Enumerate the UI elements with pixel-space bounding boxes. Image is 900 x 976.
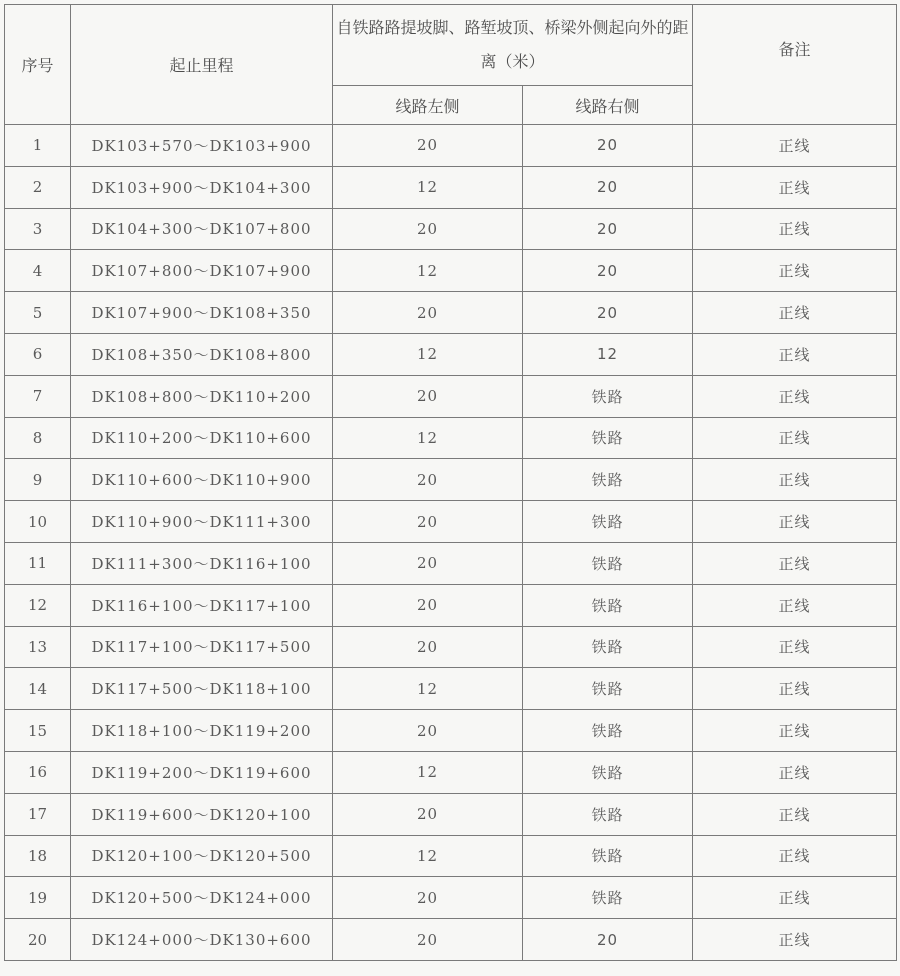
cell-right-distance: 铁路 bbox=[523, 459, 693, 501]
cell-note: 正线 bbox=[693, 375, 897, 417]
cell-note: 正线 bbox=[693, 459, 897, 501]
cell-left-distance: 20 bbox=[333, 877, 523, 919]
cell-left-distance: 12 bbox=[333, 333, 523, 375]
cell-note: 正线 bbox=[693, 668, 897, 710]
cell-seq: 5 bbox=[5, 292, 71, 334]
cell-seq: 16 bbox=[5, 751, 71, 793]
cell-range: DK110+600～DK110+900 bbox=[71, 459, 333, 501]
cell-note: 正线 bbox=[693, 710, 897, 752]
cell-seq: 8 bbox=[5, 417, 71, 459]
table-row bbox=[5, 919, 897, 961]
cell-right-distance: 铁路 bbox=[523, 542, 693, 584]
cell-range: DK103+900～DK104+300 bbox=[71, 166, 333, 208]
cell-note: 正线 bbox=[693, 501, 897, 543]
cell-left-distance: 12 bbox=[333, 751, 523, 793]
cell-right-distance: 铁路 bbox=[523, 751, 693, 793]
cell-left-distance: 20 bbox=[333, 542, 523, 584]
cell-range: DK110+900～DK111+300 bbox=[71, 501, 333, 543]
table-row bbox=[5, 626, 897, 668]
cell-left-distance: 20 bbox=[333, 375, 523, 417]
cell-note: 正线 bbox=[693, 877, 897, 919]
cell-note: 正线 bbox=[693, 793, 897, 835]
cell-right-distance: 铁路 bbox=[523, 584, 693, 626]
cell-range: DK119+200～DK119+600 bbox=[71, 751, 333, 793]
cell-note: 正线 bbox=[693, 626, 897, 668]
table-row bbox=[5, 417, 897, 459]
cell-range: DK117+500～DK118+100 bbox=[71, 668, 333, 710]
cell-seq: 9 bbox=[5, 459, 71, 501]
cell-right-distance: 20 bbox=[523, 250, 693, 292]
cell-left-distance: 12 bbox=[333, 250, 523, 292]
table-row bbox=[5, 542, 897, 584]
table-row bbox=[5, 459, 897, 501]
cell-note: 正线 bbox=[693, 333, 897, 375]
cell-left-distance: 12 bbox=[333, 668, 523, 710]
cell-seq: 1 bbox=[5, 125, 71, 167]
cell-range: DK111+300～DK116+100 bbox=[71, 542, 333, 584]
cell-seq: 7 bbox=[5, 375, 71, 417]
table-body bbox=[5, 125, 897, 961]
cell-range: DK118+100～DK119+200 bbox=[71, 710, 333, 752]
cell-right-distance: 20 bbox=[523, 292, 693, 334]
cell-left-distance: 12 bbox=[333, 417, 523, 459]
header-right-side: 线路右侧 bbox=[523, 86, 693, 125]
cell-note: 正线 bbox=[693, 250, 897, 292]
cell-left-distance: 20 bbox=[333, 459, 523, 501]
cell-note: 正线 bbox=[693, 292, 897, 334]
cell-left-distance: 20 bbox=[333, 125, 523, 167]
cell-range: DK124+000～DK130+600 bbox=[71, 919, 333, 961]
cell-note: 正线 bbox=[693, 835, 897, 877]
table-row bbox=[5, 125, 897, 167]
cell-note: 正线 bbox=[693, 584, 897, 626]
cell-left-distance: 20 bbox=[333, 208, 523, 250]
header-seq: 序号 bbox=[5, 5, 71, 125]
cell-note: 正线 bbox=[693, 751, 897, 793]
table-row bbox=[5, 333, 897, 375]
cell-right-distance: 铁路 bbox=[523, 375, 693, 417]
table-row bbox=[5, 375, 897, 417]
cell-range: DK103+570～DK103+900 bbox=[71, 125, 333, 167]
cell-range: DK108+800～DK110+200 bbox=[71, 375, 333, 417]
cell-seq: 3 bbox=[5, 208, 71, 250]
cell-seq: 18 bbox=[5, 835, 71, 877]
table-row bbox=[5, 668, 897, 710]
header-left-side: 线路左侧 bbox=[333, 86, 523, 125]
cell-seq: 11 bbox=[5, 542, 71, 584]
table-row bbox=[5, 835, 897, 877]
table-row bbox=[5, 793, 897, 835]
table-row bbox=[5, 208, 897, 250]
cell-seq: 15 bbox=[5, 710, 71, 752]
table-row bbox=[5, 710, 897, 752]
cell-left-distance: 12 bbox=[333, 166, 523, 208]
cell-right-distance: 铁路 bbox=[523, 835, 693, 877]
cell-right-distance: 20 bbox=[523, 208, 693, 250]
cell-right-distance: 铁路 bbox=[523, 668, 693, 710]
cell-note: 正线 bbox=[693, 166, 897, 208]
cell-seq: 12 bbox=[5, 584, 71, 626]
table-row bbox=[5, 166, 897, 208]
cell-range: DK110+200～DK110+600 bbox=[71, 417, 333, 459]
cell-right-distance: 20 bbox=[523, 125, 693, 167]
cell-left-distance: 20 bbox=[333, 292, 523, 334]
cell-right-distance: 铁路 bbox=[523, 417, 693, 459]
cell-range: DK108+350～DK108+800 bbox=[71, 333, 333, 375]
cell-right-distance: 铁路 bbox=[523, 877, 693, 919]
cell-note: 正线 bbox=[693, 417, 897, 459]
table-row bbox=[5, 584, 897, 626]
cell-range: DK117+100～DK117+500 bbox=[71, 626, 333, 668]
cell-range: DK116+100～DK117+100 bbox=[71, 584, 333, 626]
cell-left-distance: 20 bbox=[333, 501, 523, 543]
cell-range: DK107+800～DK107+900 bbox=[71, 250, 333, 292]
cell-range: DK120+500～DK124+000 bbox=[71, 877, 333, 919]
table-row bbox=[5, 751, 897, 793]
cell-left-distance: 20 bbox=[333, 584, 523, 626]
cell-seq: 19 bbox=[5, 877, 71, 919]
cell-seq: 4 bbox=[5, 250, 71, 292]
header-distance: 自铁路路提坡脚、路堑坡顶、桥梁外侧起向外的距离（米） bbox=[333, 5, 693, 86]
cell-note: 正线 bbox=[693, 125, 897, 167]
cell-left-distance: 20 bbox=[333, 793, 523, 835]
cell-seq: 20 bbox=[5, 919, 71, 961]
cell-seq: 6 bbox=[5, 333, 71, 375]
cell-right-distance: 铁路 bbox=[523, 710, 693, 752]
cell-note: 正线 bbox=[693, 208, 897, 250]
cell-note: 正线 bbox=[693, 919, 897, 961]
cell-seq: 10 bbox=[5, 501, 71, 543]
table-row bbox=[5, 501, 897, 543]
cell-left-distance: 20 bbox=[333, 710, 523, 752]
cell-range: DK107+900～DK108+350 bbox=[71, 292, 333, 334]
table-row bbox=[5, 250, 897, 292]
cell-note: 正线 bbox=[693, 542, 897, 584]
cell-seq: 13 bbox=[5, 626, 71, 668]
cell-right-distance: 20 bbox=[523, 919, 693, 961]
cell-right-distance: 20 bbox=[523, 166, 693, 208]
railway-protection-table bbox=[4, 4, 897, 961]
cell-right-distance: 12 bbox=[523, 333, 693, 375]
header-range: 起止里程 bbox=[71, 5, 333, 125]
table-row bbox=[5, 292, 897, 334]
cell-right-distance: 铁路 bbox=[523, 626, 693, 668]
cell-right-distance: 铁路 bbox=[523, 793, 693, 835]
cell-seq: 17 bbox=[5, 793, 71, 835]
cell-range: DK104+300～DK107+800 bbox=[71, 208, 333, 250]
cell-range: DK120+100～DK120+500 bbox=[71, 835, 333, 877]
cell-left-distance: 20 bbox=[333, 626, 523, 668]
cell-left-distance: 12 bbox=[333, 835, 523, 877]
header-note: 备注 bbox=[693, 5, 897, 125]
cell-left-distance: 20 bbox=[333, 919, 523, 961]
cell-range: DK119+600～DK120+100 bbox=[71, 793, 333, 835]
cell-seq: 2 bbox=[5, 166, 71, 208]
table-row bbox=[5, 877, 897, 919]
cell-right-distance: 铁路 bbox=[523, 501, 693, 543]
cell-seq: 14 bbox=[5, 668, 71, 710]
